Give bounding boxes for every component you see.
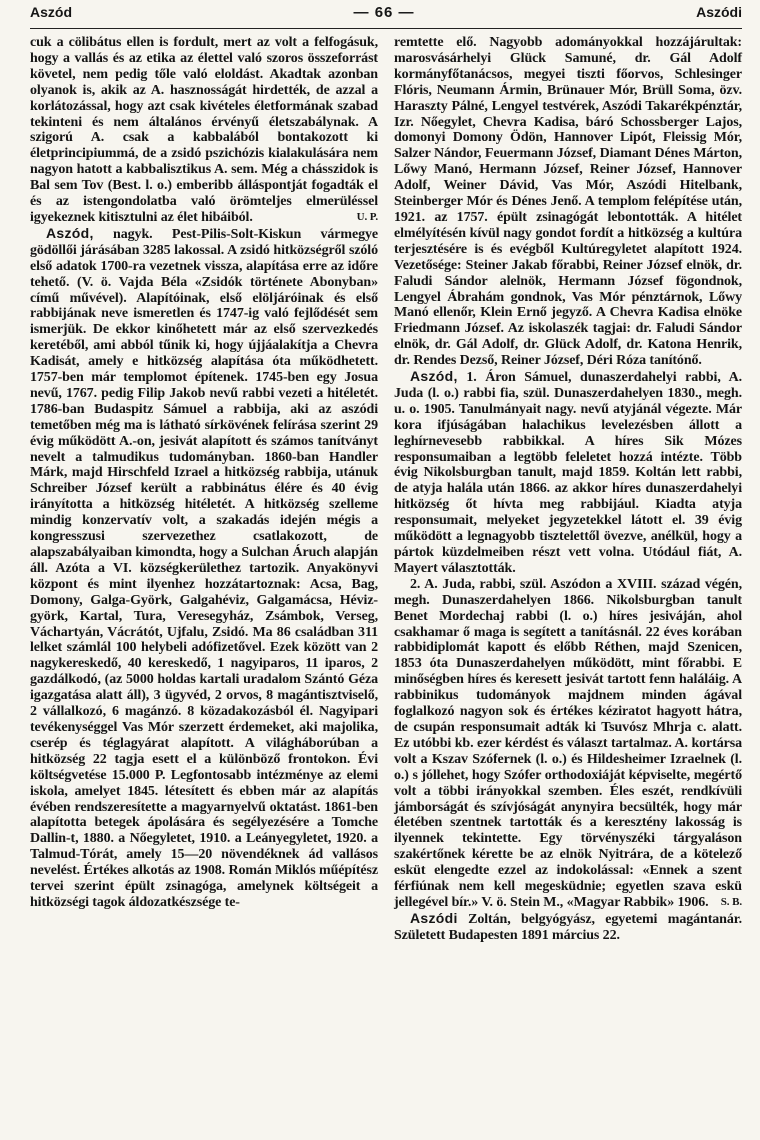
dictionary-entry (30, 226, 378, 911)
paragraph (394, 35, 742, 369)
running-header (30, 4, 742, 29)
entry-headword: Aszód, (410, 368, 458, 385)
entry-text: cuk a cölibátus ellen is fordult, mert az volt a felfogásuk, hogy a vallás és az etika az élettel való szoros összeforrást követel, nem pedig tőle való eloldást. Akadtak azonban olyanok is, akik az A. hasznosságát hirdették, de azzal a korlátozással, hogy azt csak kivételes életformának szabad tekinteni és nem általános érvényű életszabálynak. A szigorú A. csak a kabbalából bontakozott ki életprincipiummá, de a zsidó pszichózis kialakulására nem nagyon hatott a kabbalisztikus A. sem. Még a chásszidok is Bal sem Tov (Best. l. o.) emberibb álláspontját fogadták el és az istengondolatba való örömteljes elmerüléssel igyekeznek kitisztulni az élet hibáiból. (30, 35, 378, 225)
page-number: — 66 — (353, 4, 415, 21)
paragraph (30, 35, 378, 226)
author-signature: U. P. (356, 210, 378, 223)
header-right-guideword: Aszódi (696, 4, 742, 20)
entry-headword: Aszód, (46, 224, 94, 241)
entry-text: 2. A. Juda, rabbi, szül. Aszódon a XVIII. század végén, megh. Dunaszerdahelyen 1866. Nikolsburgban tanult Benet Mordechaj rabbi (l. o.) híres jesiváján, ahol csakhamar ő maga is segített a tanításnál. 22 éves korában rabbidiplomát kapott és előbb Réthen, majd Szenicen, 1853 óta Dunaszerdahelyen működött, mint főrabbi. E minőségben híres és keresett jesivát tartott fenn haláláig. A rabbinikus tudományok majdnem minden ágával foglalkozó nagyon sok és értékes kéziratot hagyott hátra, de csupán responsumait adták ki Tsuvósz Mhrja c. alatt. Ez utóbbi kb. ezer kérdést és választ tartalmaz. A. kortársa volt a Kszav Szófernek (l. o.) és Hildesheimer Izraelnek (l. o.) s jóllehet, hogy Szófer orthodoxiáját képviselte, megértő volt a többi irányokkal szemben. Éles eszét, rendkívüli jámborságát és szívjóságát anynyira becsülték, hogy már életében szentnek tartották és a keresztény lakosság is ilyennek tekintette. Egy törvényszéki tárgyaláson szakértőnek kérette be az elnök Nyitrára, de a kötelező esküt elengedte ezzel az indokolással: «Ennek a szent férfiúnak nem kell megesküdnie; egyetlen szava eskü jellegével bír.» V. ö. Stein M., «Magyar Rabbik» 1906. (394, 576, 742, 910)
header-left-guideword: Aszód (30, 4, 72, 20)
paragraph (394, 577, 742, 911)
dictionary-entry (394, 369, 742, 577)
entry-text: 1. Áron Sámuel, dunaszerdahelyi rabbi, A. Juda (l. o.) rabbi fia, szül. Dunaszerdahelyen 1830., megh. u. o. 1905. Tanulmányait nagy. nevű atyjánál végezte. Már kora ifjúságában halachikus levelezésben állott a leghírnevesebb rabbikkal. A híres Sik Mózes responsumaiban a legtöbb feleletet hozzá intézte. Több évig Nikolsburgban tanult, majd 1859. Koltán lett rabbi, de atyja halála után 1866. az akkor híres dunaszerdahelyi hitközség őt hívta meg rabbijául. Kiadta atyja responsumait, melyeket jegyzetekkel látott el. 39 évig működött a legnagyobb tisztelettől övezve, anélkül, hogy a pártok küzdelmeiben részt vett volna. Utódául fiát, A. Mayert választották. (394, 370, 742, 576)
text-columns (30, 35, 742, 944)
dictionary-entry (394, 911, 742, 944)
entry-headword: Aszódi (410, 909, 458, 926)
entry-text: remtette elő. Nagyobb adományokkal hozzájárultak: marosvásárhelyi Glück Samuné, dr. Gál Adolf kormányfőtanácsos, megyei tiszti főorvos, Schlesinger Flóris, Neumann Ármin, Brünauer Mór, Brüll Soma, özv. Haraszty Pálné, Lengyel testvérek, Aszódi Takarékpénztár, Izr. Nőegylet, Chevra Kadisa, báró Schossberger Lajos, domonyi Domony Ödön, Hannover Lipót, Fleissig Mór, Salzer Nándor, Feuermann József, Diamant Dénes Márton, Lőwy Manó, Hermann József, Reiner József, Hannover Adolf, Weiner Dávid, Vas Mór, Aszódi Hitelbank, Steinberger Mór és Dénes Jenő. A templom felépítése után, 1921. az 1757. épült zsinagógát lebontották. A hitélet elmélyítésén kívül nagy gondot fordít a hitközség a kultúra terjesztésére is és evégből Kultúregyletet alapított 1924. Vezetősége: Steiner Jakab főrabbi, Reiner József elnök, dr. Faludi Sándor alelnök, Hermann József fögondnok, Lengyel Ábrahám gondnok, Vas Mór pénztárnok, Lőwy Manó ellenőr, Klein Ernő jegyző. A Chevra Kadisa elnöke Friedmann József. Az iskolaszék tagjai: dr. Faludi Sándor elnök, dr. Gál Adolf, dr. Glück Adolf, dr. Katona Henrik, dr. Rendes Dezső, Reiner József, Déri Róza tanítónő. (394, 35, 742, 369)
author-signature: S. B. (720, 895, 742, 908)
entry-text: Zoltán, belgyógyász, egyetemi magántanár. Született Budapesten 1891 március 22. (394, 911, 742, 943)
right-column (394, 35, 742, 944)
entry-text: nagyk. Pest-Pilis-Solt-Kiskun vármegye gödöllői járásában 3285 lakossal. A zsidó hitközségről szóló első adatok 1700-ra vezetnek vissza, alapítása erre az időre tehető. (V. ö. Vajda Béla «Zsidók története Abonyban» című művével). Alapítóinak, első elöljáróinak és első rabbijának neve ismeretlen és 1747-ig való fejlődését sem ismerjük. De ekkor kinőhetett már az első szervezkedés keretéből, ami abból tűnik ki, hogy újjáalakítja a Chevra Kadisát, amely e hitközség alapítása óta működhetett. 1757-ben már templomot építenek. 1745-ben egy Josua nevű, 1767. pedig Filip Jakob nevű rabbi vezeti a hitéletét. 1786-ban Budaspitz Sámuel a rabbija, aki az aszódi temetőben még ma is látható sírkövének felírása szerint 29 évig működött A.-on, jesivát alapított és számos tanítványt nevelt a talmudikus tudományban. 1860-ban Handler Márk, majd Hirschfeld Izrael a hitközség rabbija, utánuk Schreiber József került a rabbinátus élére és 40 évig irányította a hitközség hitéletét. A hitközség szelleme mindig konzervatív volt, a szakadás idején mégis a kongresszusi szervezethez csatlakozott, de alapszabályaiban kimondta, hogy a Sulchan Áruch alapján áll. Azóta a VI. községkerülethez tartozik. Anyakönyvi központ és mint ilyenhez hozzátartoznak: Acsa, Bag, Domony, Galga-Györk, Galgahéviz, Galgamácsa, Héviz-györk, Kartal, Tura, Veresegyház, Zsámbok, Verseg, Váchartyán, Vácrátót, Ujfalu, Zsidó. Ma 86 családban 311 lelket számlál 100 helybeli adófizetővel. Ezek között van 2 nagykereskedő, 40 kereskedő, 1 nagyiparos, 11 iparos, 2 gazdálkodó, (az 5000 holdas kartali uradalom Szántó Géza igazgatása alatt áll), 3 ügyvéd, 2 orvos, 8 magántisztviselő, 2 vállalkozó, 6 magánzó. 8 közadakozásból él. Nagyipari tevékenységgel Vas Mór szerzett érdemeket, aki majolika, cserép és téglagyárat alapított. A világháborúban a hitközség 22 tagja esett el a különböző frontokon. Évi költségvetése 15.000 P. Legfontosabb intézménye az elemi iskola, amelyet 1845. létesített és ebben már az alapítás évében rendszeresítette a magyarnyelvű oktatást. 1861-ben alapította betegek ápolására és segélyezésére a Tomche Dallin-t, 1880. a Nőegyletet, 1910. a Leányegyletet, 1920. a Talmud-Tórát, amely 15—20 növendéknek ád vallásos nevelést. Értékes alkotás az 1908. Román Miklós műépítész tervei szerint épült zsinagóga, amelynek költségeit a hitközségi tagok áldozatkészsége te- (30, 226, 378, 910)
left-column (30, 35, 378, 944)
